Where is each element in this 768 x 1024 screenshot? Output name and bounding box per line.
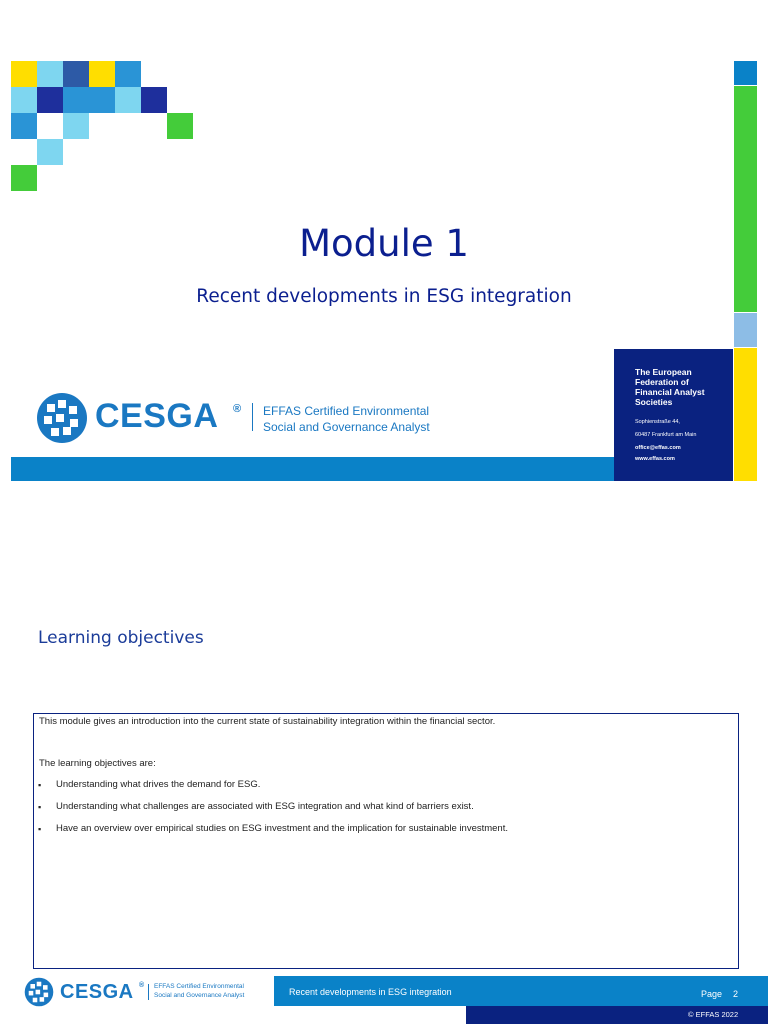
cesga-wordmark: CESGA xyxy=(95,397,219,435)
mosaic-tile xyxy=(11,87,37,113)
color-bar-segment xyxy=(734,61,757,85)
effas-email-link[interactable]: office@effas.com xyxy=(635,445,681,451)
learning-objectives-heading: Learning objectives xyxy=(38,628,204,648)
cesga-globe-icon xyxy=(34,390,90,446)
footer-page-label: Page xyxy=(701,989,723,999)
footer-copyright: © EFFAS 2022 xyxy=(688,1010,739,1019)
mosaic-tile xyxy=(11,113,37,139)
mosaic-tile xyxy=(141,87,167,113)
footer-cesga-wordmark: CESGA xyxy=(60,981,134,1003)
mosaic-tile xyxy=(37,87,63,113)
lo-bullet: Understanding what drives the demand for ESG. xyxy=(56,779,261,790)
effas-name-line: Societies xyxy=(635,397,673,407)
learning-objectives-box xyxy=(33,713,739,969)
color-bar-segment xyxy=(734,86,757,312)
lo-intro: This module gives an introduction into the current state of sustainability integration within the financial sector. xyxy=(39,716,496,727)
color-bar-segment xyxy=(734,348,757,481)
effas-city: 60487 Frankfurt am Main xyxy=(635,432,697,438)
effas-name-line: Federation of xyxy=(635,377,689,387)
bullet-icon: ▪ xyxy=(38,780,42,790)
lo-lead: The learning objectives are: xyxy=(39,758,156,769)
effas-name-line: The European xyxy=(635,367,692,377)
mosaic-tile xyxy=(11,61,37,87)
mosaic-tile xyxy=(63,87,89,113)
bullet-icon: ▪ xyxy=(38,824,42,834)
mosaic-tile xyxy=(89,87,115,113)
logo-tagline-line1: EFFAS Certified Environmental xyxy=(263,404,430,418)
mosaic-tile xyxy=(63,61,89,87)
mosaic-tile xyxy=(115,87,141,113)
lo-bullet: Understanding what challenges are associated with ESG integration and what kind of barriers exist. xyxy=(56,801,474,812)
mosaic-tile xyxy=(89,61,115,87)
mosaic-tile xyxy=(167,113,193,139)
effas-web-link[interactable]: www.effas.com xyxy=(635,456,675,462)
registered-mark: ® xyxy=(233,403,242,415)
module-title: Module 1 xyxy=(299,222,469,265)
footer-cesga-globe-icon xyxy=(23,976,55,1008)
module-subtitle: Recent developments in ESG integration xyxy=(196,286,572,307)
effas-name-line: Financial Analyst xyxy=(635,387,705,397)
mosaic-tile xyxy=(115,61,141,87)
bullet-icon: ▪ xyxy=(38,802,42,812)
footer-page-number: 2 xyxy=(733,989,739,999)
mosaic-tile xyxy=(11,165,37,191)
logo-divider xyxy=(252,403,253,431)
effas-info-box xyxy=(614,349,733,481)
footer-registered-mark: ® xyxy=(139,982,145,989)
footer-doc-title: Recent developments in ESG integration xyxy=(289,987,452,997)
mosaic-tile xyxy=(37,139,63,165)
logo-tagline-line2: Social and Governance Analyst xyxy=(263,420,430,434)
effas-street: Sophienstraße 44, xyxy=(635,419,680,425)
mosaic-tile xyxy=(63,113,89,139)
lo-bullet: Have an overview over empirical studies on ESG investment and the implication for sustainable investment. xyxy=(56,823,508,834)
footer-logo-divider xyxy=(148,984,149,1000)
effas-name xyxy=(635,367,731,407)
footer-tagline-line1: EFFAS Certified Environmental xyxy=(154,983,244,990)
footer-tagline-line2: Social and Governance Analyst xyxy=(154,992,245,999)
cover-blue-band xyxy=(11,457,614,481)
mosaic-tile xyxy=(37,61,63,87)
color-bar-segment xyxy=(734,313,757,347)
